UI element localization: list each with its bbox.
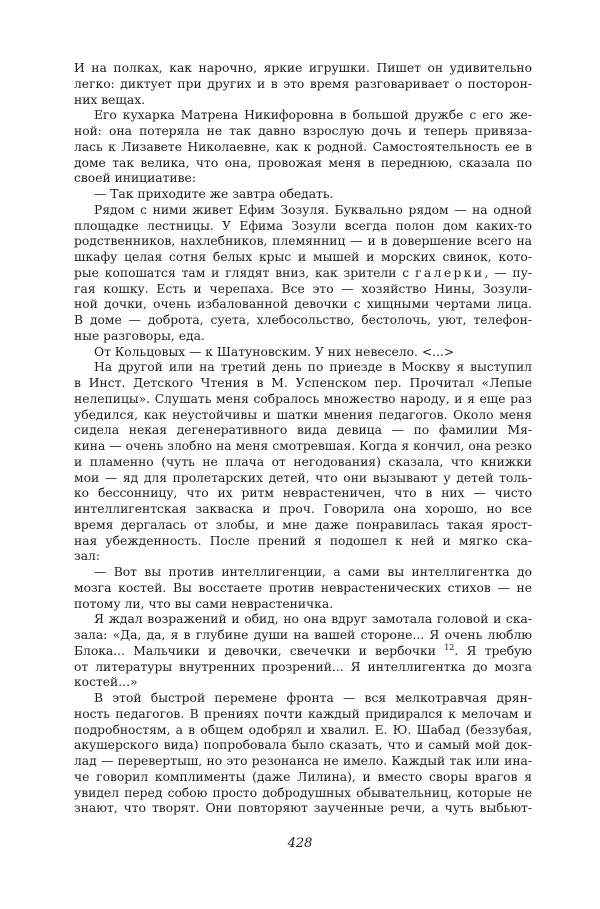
text-line	[74, 675, 532, 691]
text-line	[74, 738, 532, 754]
text-line-content: своей инициативе:	[74, 171, 196, 186]
text-line	[74, 801, 532, 817]
text-line	[74, 707, 532, 723]
text-line-content: сидела некая дегенеративного вида девица — по фамилии Мя-	[74, 423, 532, 438]
text-line	[74, 297, 532, 313]
text-line	[74, 108, 532, 124]
text-line	[74, 282, 532, 298]
text-line-content: мозга костей. Вы восстаете против неврастенических стихов — не	[74, 580, 532, 595]
text-line	[74, 171, 532, 187]
text-line-content: знают, что творят. Они повторяют заученные речи, а чуть выбьют-	[74, 801, 532, 816]
text-line	[74, 408, 532, 424]
text-line-content: доме так велика, что она, провожая меня в переднюю, сказала по	[74, 155, 532, 170]
text-line-content: шкафу целая сотня белых крыс и мышей и морских свинок, кото-	[74, 250, 532, 264]
text-line	[74, 439, 532, 455]
text-line-content: кина — очень злобно на меня смотревшая. Когда я кончил, она резко	[74, 439, 532, 453]
text-line-content: зал:	[74, 549, 100, 564]
text-line-content: — Так приходите же завтра обедать.	[94, 187, 334, 201]
text-line	[74, 628, 532, 644]
text-line-content: время дергалась от злобы, и мне даже понравилась такая ярост-	[74, 517, 532, 532]
text-line	[74, 140, 532, 156]
text-line-content: Я ждал возражений и обид, но она вдруг замотала головой и ска-	[94, 612, 532, 627]
text-line	[74, 219, 532, 235]
text-line	[74, 124, 532, 140]
text-line-content: че говорил комплименты (даже Лилина), и вместо своры врагов я	[74, 769, 532, 784]
text-line	[74, 534, 532, 550]
text-line	[74, 597, 532, 613]
text-line	[74, 612, 532, 628]
text-line-content: нелепицы». Слушать меня собралось множество народу, и я еще раз	[74, 391, 532, 406]
text-line-content: площадке лестницы. У Ефима Зозули всегда полон дом каких-то	[74, 218, 532, 233]
text-line	[74, 455, 532, 471]
text-line-content: лась к Лизавете Николаевне, как к родной. Самостоятельность ее в	[74, 139, 532, 154]
text-line	[74, 187, 532, 203]
text-line-content: ная убежденность. После прений я подошел к ней и мягко ска-	[74, 533, 532, 548]
text-line-content: рые копошатся там и глядят вниз, как зрители с	[74, 265, 416, 280]
text-line-content: зала: «Да, да, я в глубине души на вашей стороне... Я очень люблю	[74, 628, 532, 642]
text-line	[74, 723, 532, 739]
text-line-content: гая кошку. Есть и черепаха. Все это — хозяйство Нины, Зозули-	[74, 281, 532, 296]
text-line-content: От Кольцовых — к Шатуновским. У них невесело. <...>	[94, 344, 455, 359]
text-line-content: и пламенно (чуть не плача от негодования) сказала, что книжки	[74, 454, 532, 469]
text-line-content: интеллигентская закваска и проч. Говорила она хорошо, но все	[74, 502, 532, 516]
text-line	[74, 518, 532, 534]
text-line-content: В доме — доброта, суета, хлебосольство, бестолочь, уют, телефон-	[74, 313, 532, 327]
text-line	[74, 644, 532, 660]
text-line-content: ко бессонницу, что их ритм неврастеничен, что в них — чисто	[74, 486, 532, 501]
text-line	[74, 345, 532, 361]
text-line-content: от литературы внутренних прозрений... Я интеллигентка до мозга	[74, 659, 532, 674]
text-line-content: родственников, нахлебников, племянниц — и в довершение всего на	[74, 234, 532, 249]
text-line-content: акушерского вида) попробовала было сказать, что и самый мой док-	[74, 738, 532, 753]
text-line	[74, 203, 532, 219]
text-line-content: В этой быстрой перемене фронта — вся мелкотравчая дрян-	[94, 691, 532, 705]
text-line-content: И на полках, как нарочно, яркие игрушки. Пишет он удивительно	[74, 61, 532, 75]
text-line	[74, 486, 532, 502]
text-line-content: , — пу-	[484, 265, 532, 280]
text-line	[74, 502, 532, 518]
text-line-content: них вещах.	[74, 92, 146, 107]
text-line	[74, 376, 532, 392]
text-line-content: На другой или на третий день по приезде в Москву я выступил	[94, 360, 532, 375]
page-body-text	[74, 61, 532, 817]
text-line	[74, 360, 532, 376]
text-line	[74, 156, 532, 172]
text-line-content: костей...»	[74, 675, 138, 690]
text-line-content: . Я требую	[454, 643, 532, 658]
text-line	[74, 250, 532, 266]
text-line-content: в Инст. Детского Чтения в М. Успенском пер. Прочитал «Лепые	[74, 376, 532, 390]
text-line	[74, 423, 532, 439]
text-line	[74, 93, 532, 109]
text-line-content: Блока... Мальчики и девочки, свечечки и вербочки	[74, 643, 445, 658]
text-line	[74, 266, 532, 282]
text-line	[74, 660, 532, 676]
text-line	[74, 754, 532, 770]
text-line	[74, 549, 532, 565]
text-line-content: подробностям, а в общем одобрял и хвалил. Е. Ю. Шабад (беззубая,	[74, 722, 532, 737]
text-line	[74, 471, 532, 487]
text-line-content: легко: диктует при других и в это время разговаривает о посторон-	[74, 76, 532, 91]
text-line	[74, 234, 532, 250]
text-line	[74, 770, 532, 786]
text-line	[74, 581, 532, 597]
text-line	[74, 329, 532, 345]
text-line-content: ные разговоры, еда.	[74, 328, 205, 343]
page-number: 428	[287, 836, 313, 851]
text-line	[74, 392, 532, 408]
text-line-content: ной: она потеряла не так давно взрослую дочь и теперь привяза-	[74, 124, 532, 138]
emphasized-word: галерки	[415, 265, 485, 280]
text-line	[74, 565, 532, 581]
text-line-content: — Вот вы против интеллигенции, а сами вы интеллигентка до	[94, 565, 532, 579]
text-line-content: убедился, как неустойчивы и шатки мнения педагогов. Около меня	[74, 407, 532, 422]
text-line	[74, 313, 532, 329]
text-line	[74, 61, 532, 77]
text-line	[74, 786, 532, 802]
text-line	[74, 691, 532, 707]
footnote-reference: 12	[444, 642, 455, 652]
text-line-content: мои — яд для пролетарских детей, что они вызывают у детей толь-	[74, 470, 532, 485]
text-line-content: потому ли, что вы сами неврастеничка.	[74, 596, 334, 611]
text-line	[74, 77, 532, 93]
text-line-content: лад — перевертыш, но это резонанса не имело. Каждый так или ина-	[74, 754, 532, 768]
text-line-content: ной дочки, очень избалованной девочки с хищными чертами лица.	[74, 297, 532, 312]
text-line-content: Его кухарка Матрена Никифоровна в большой дружбе с его же-	[94, 108, 532, 123]
text-line-content: ность педагогов. В прениях почти каждый придирался к мелочам и	[74, 706, 532, 721]
text-line-content: увидел перед собою просто добродушных обывательниц, которые не	[74, 785, 532, 800]
text-line-content: Рядом с ними живет Ефим Зозуля. Буквально рядом — на одной	[94, 202, 532, 217]
